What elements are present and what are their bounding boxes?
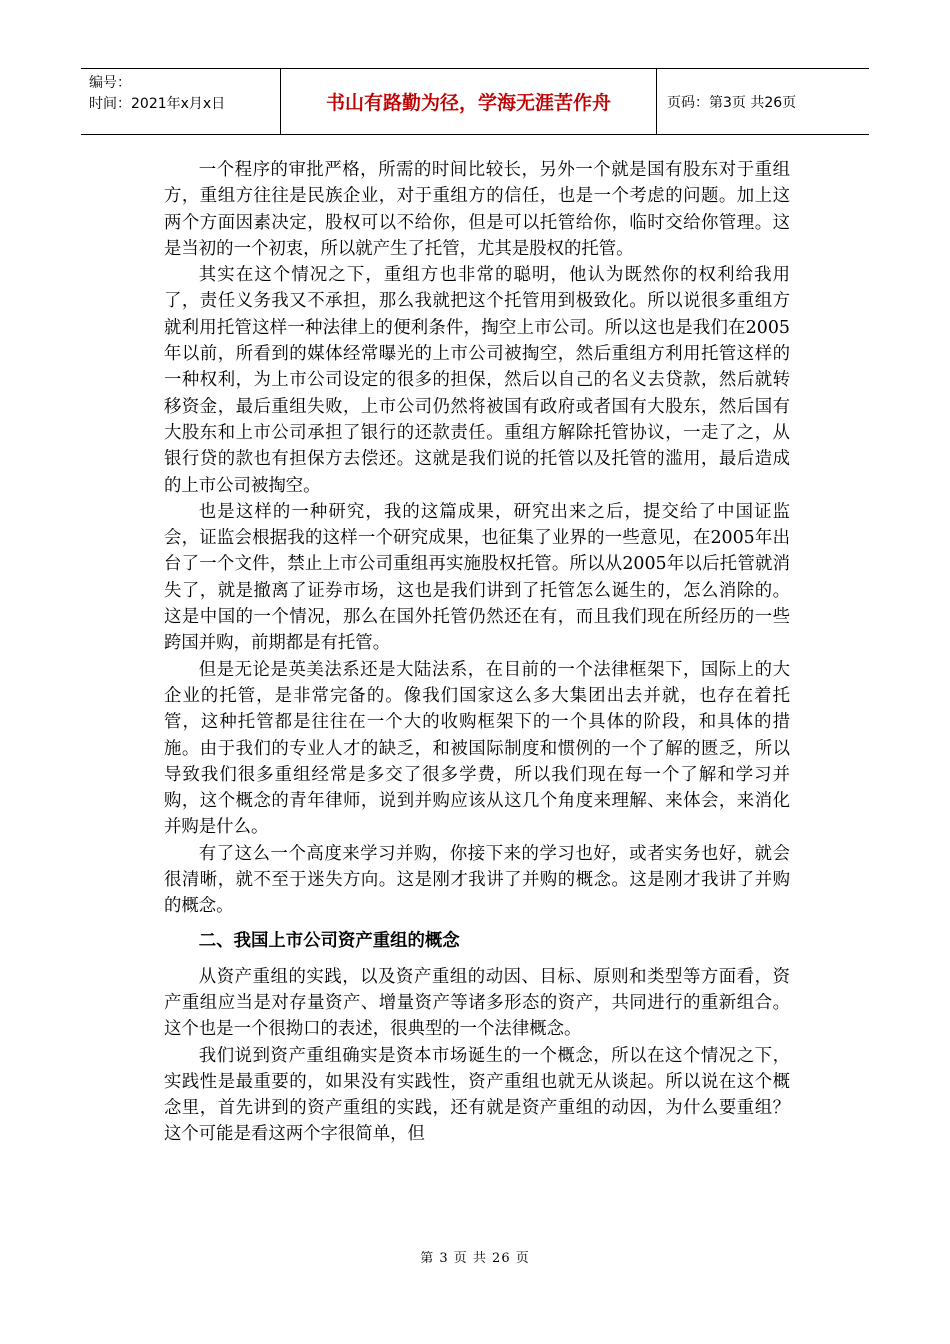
- body-paragraph: 但是无论是英美法系还是大陆法系，在目前的一个法律框架下，国际上的大企业的托管，是非常完备的。像我们国家这么多大集团出去并就，也存在着托管，这种托管都是往往在一个大的收购框架下的一个具体的阶段，和具体的措施。由于我们的专业人才的缺乏，和被国际制度和惯例的一个了解的匮乏，所以导致我们很多重组经常是多交了很多学费，所以我们现在每一个了解和学习并购，这个概念的青年律师，说到并购应该从这几个角度来理解、来体会，来消化并购是什么。: [164, 659, 790, 838]
- body-paragraph: 其实在这个情况之下，重组方也非常的聪明，他认为既然你的权利给我用了，责任义务我又不承担，那么我就把这个托管用到极致化。所以说很多重组方就利用托管这样一种法律上的便利条件，掏空上市公司。所以这也是我们在2005年以前，所看到的媒体经常曝光的上市公司被掏空，然后重组方利用托管这样的一种权利，为上市公司设定的很多的担保，然后以自己的名义去贷款，然后就转移资金，最后重组失败，上市公司仍然将被国有政府或者国有大股东，然后国有大股东和上市公司承担了银行的还款责任。重组方解除托管协议，一走了之，从银行贷的款也有担保方去偿还。这就是我们说的托管以及托管的滥用，最后造成的上市公司被掏空。: [164, 265, 790, 496]
- page-footer: 第 3 页 共 26 页: [420, 1251, 530, 1266]
- document-number-label: 编号：: [89, 75, 131, 91]
- body-paragraph: 从资产重组的实践，以及资产重组的动因、目标、原则和类型等方面看，资产重组应当是对存量资产、增量资产等诸多形态的资产，共同进行的重新组合。这个也是一个很拗口的表述，很典型的一个法律概念。: [164, 966, 790, 1040]
- header-page-info: 页码：第3页 共26页: [667, 94, 797, 111]
- body-paragraph: 有了这么一个高度来学习并购，你接下来的学习也好，或者实务也好，就会很清晰，就不至于迷失方向。这是刚才我讲了并购的概念。这是刚才我讲了并购的概念。: [164, 843, 790, 917]
- body-paragraph: 一个程序的审批严格，所需的时间比较长，另外一个就是国有股东对于重组方，重组方往往是民族企业，对于重组方的信任，也是一个考虑的问题。加上这两个方面因素决定，股权可以不给你，但是可以托管给你，临时交给你管理。这是当初的一个初衷，所以就产生了托管，尤其是股权的托管。: [164, 160, 790, 259]
- document-body: [164, 157, 790, 1148]
- section-heading: 二、我国上市公司资产重组的概念: [198, 930, 460, 951]
- header-motto: 书山有路勤为径，学海无涯苦作舟: [281, 69, 657, 134]
- body-paragraph: 也是这样的一种研究，我的这篇成果，研究出来之后，提交给了中国证监会，证监会根据我的这样一个研究成果，也征集了业界的一些意见，在2005年出台了一个文件，禁止上市公司重组再实施股权托管。所以从2005年以后托管就消失了，就是撤离了证券市场，这也是我们讲到了托管怎么诞生的，怎么消除的。这是中国的一个情况，那么在国外托管仍然还在有，而且我们现在所经历的一些跨国并购，前期都是有托管。: [164, 501, 790, 654]
- header-meta: [81, 69, 281, 134]
- body-paragraph: 我们说到资产重组确实是资本市场诞生的一个概念，所以在这个情况之下，实践性是最重要的，如果没有实践性，资产重组也就无从谈起。所以说在这个概念里，首先讲到的资产重组的实践，还有就是资产重组的动因，为什么要重组？这个可能是看这两个字很简单，但: [164, 1045, 790, 1145]
- document-time-label: 时间：2021年x月x日: [89, 96, 226, 112]
- page-header: [81, 68, 869, 135]
